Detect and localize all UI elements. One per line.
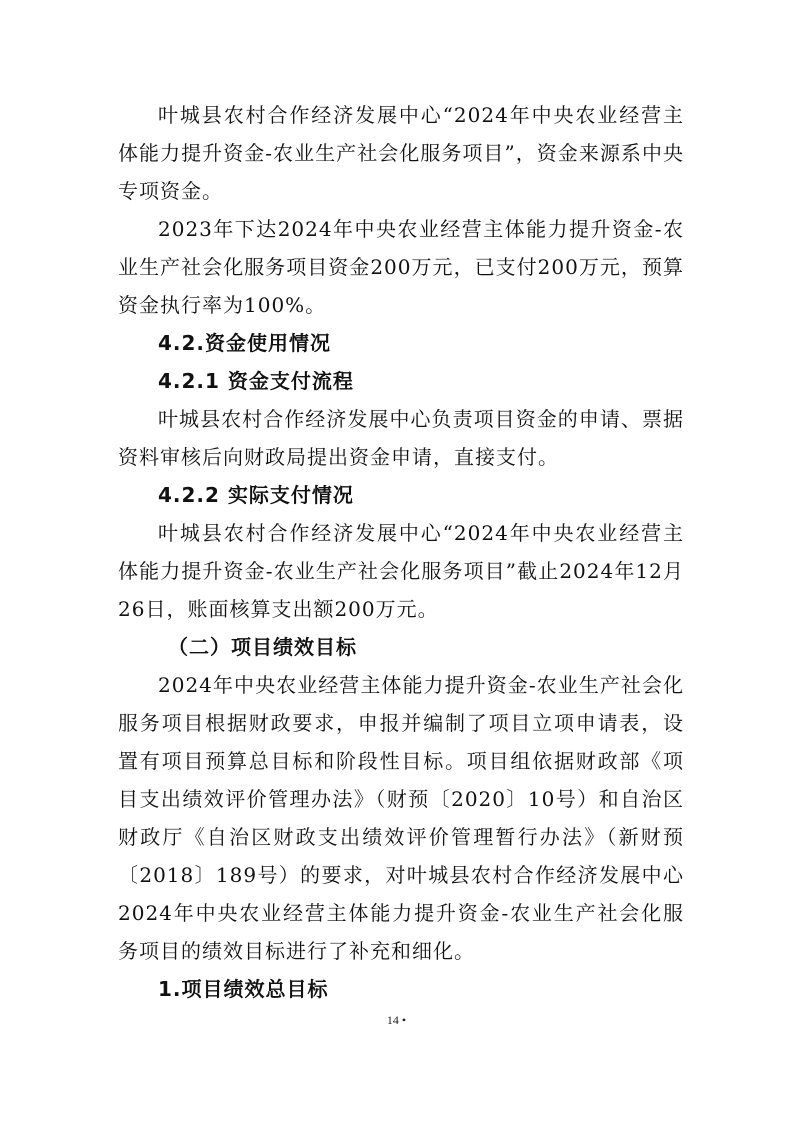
heading-fund-usage: 4.2.资金使用情况 (158, 331, 332, 355)
document-body (118, 96, 684, 1008)
heading-overall-goal: 1.项目绩效总目标 (158, 977, 329, 1001)
paragraph-actual-payment: 叶城县农村合作经济发展中心“2024年中央农业经营主体能力提升资金-农业生产社会化服务项目”截止2024年12月26日，账面核算支出额200万元。 (118, 521, 684, 621)
heading-actual-payment: 4.2.2 实际支付情况 (158, 483, 354, 507)
paragraph-budget-execution: 2023年下达2024年中央农业经营主体能力提升资金-农业生产社会化服务项目资金200万元，已支付200万元，预算资金执行率为100%。 (118, 217, 684, 317)
page-number: 14 • (386, 1013, 407, 1027)
paragraph-performance-goals: 2024年中央农业经营主体能力提升资金-农业生产社会化服务项目根据财政要求，申报并编制了项目立项申请表，设置有项目预算总目标和阶段性目标。项目组依据财政部《项目支出绩效评价管理办法》（财预〔2020〕10号）和自治区财政厅《自治区财政支出绩效评价管理暂行办法》（新财预〔2018〕189号）的要求，对叶城县农村合作经济发展中心2024年中央农业经营主体能力提升资金-农业生产社会化服务项目的绩效目标进行了补充和细化。 (118, 673, 684, 963)
heading-payment-process: 4.2.1 资金支付流程 (158, 369, 354, 393)
paragraph-funding-source: 叶城县农村合作经济发展中心“2024年中央农业经营主体能力提升资金-农业生产社会化服务项目”，资金来源系中央专项资金。 (118, 103, 684, 203)
paragraph-payment-process: 叶城县农村合作经济发展中心负责项目资金的申请、票据资料审核后向财政局提出资金申请，直接支付。 (118, 407, 684, 469)
heading-performance-goals: （二）项目绩效目标 (168, 635, 357, 659)
